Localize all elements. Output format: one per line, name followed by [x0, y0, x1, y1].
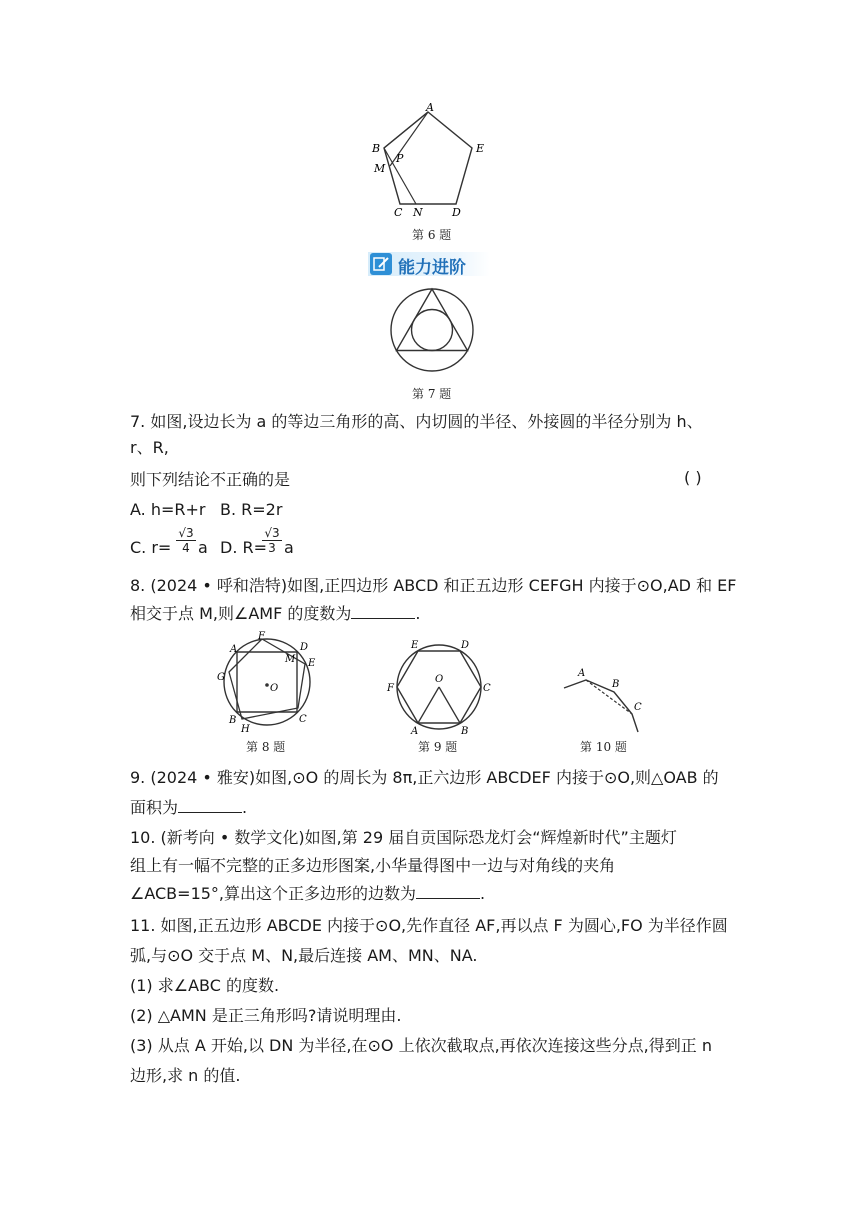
q10-line1: 10. (新考向 • 数学文化)如图,第 29 届自贡国际恐龙灯会“辉煌新时代”主题灯: [130, 828, 677, 847]
q10-answer-blank[interactable]: [416, 882, 480, 899]
svg-text:C: C: [394, 206, 403, 219]
figure-6-pentagon: [360, 98, 500, 223]
fraction-denominator: 3: [268, 541, 276, 555]
svg-text:C: C: [299, 714, 307, 725]
figure-10-polyline: [556, 664, 656, 734]
section-banner: [368, 252, 490, 276]
svg-text:A: A: [230, 644, 238, 655]
svg-text:D: D: [452, 206, 461, 219]
banner-title: 能力进阶: [398, 258, 466, 278]
svg-text:C: C: [483, 683, 491, 694]
svg-text:D: D: [300, 642, 309, 653]
svg-text:B: B: [372, 142, 381, 155]
svg-text:D: D: [461, 640, 470, 651]
q8-line2: [130, 602, 420, 626]
q9-line2-end: .: [242, 798, 248, 817]
figure-7-triangle-circles: [388, 286, 476, 374]
q11-sub3-line2: 边形,求 n 的值.: [130, 1066, 241, 1085]
q7-option-a: A. h=R+r: [130, 500, 206, 519]
q10-line3-text: ∠ACB=15°,算出这个正多边形的边数为: [130, 884, 417, 903]
svg-text:C: C: [634, 702, 642, 713]
q11-sub1: (1) 求∠ABC 的度数.: [130, 976, 280, 995]
svg-text:A: A: [578, 668, 586, 679]
q7-option-b: B. R=2r: [220, 500, 283, 519]
q10-line2: 组上有一幅不完整的正多边形图案,小华量得图中一边与对角线的夹角: [130, 856, 616, 875]
q8-line2-text: 相交于点 M,则∠AMF 的度数为: [130, 604, 352, 623]
fraction-numerator: √3: [262, 526, 282, 541]
q8-answer-blank[interactable]: [351, 602, 415, 619]
q7-option-c-tail: a: [198, 538, 208, 557]
q11-line1: 11. 如图,正五边形 ABCDE 内接于⊙O,先作直径 AF,再以点 F 为圆心,FO 为半径作圆: [130, 916, 728, 935]
q8-line2-end: .: [415, 604, 421, 623]
svg-text:E: E: [476, 142, 485, 155]
q7-option-c: C. r=: [130, 538, 172, 557]
q7-option-d-fraction: [262, 526, 282, 555]
svg-text:G: G: [217, 672, 225, 683]
svg-text:A: A: [411, 726, 419, 737]
figure-8-caption: 第 8 题: [246, 740, 286, 754]
q9-line1: 9. (2024 • 雅安)如图,⊙O 的周长为 8π,正六边形 ABCDEF 内接于⊙O,则△OAB 的: [130, 768, 719, 787]
q7-option-d-tail: a: [284, 538, 294, 557]
pencil-icon: [370, 253, 392, 275]
svg-text:F: F: [387, 683, 394, 694]
svg-text:O: O: [270, 683, 279, 694]
q11-sub3-line1: (3) 从点 A 开始,以 DN 为半径,在⊙O 上依次截取点,再依次连接这些分点,得到正 n: [130, 1036, 712, 1055]
q9-line2: [130, 796, 247, 820]
q10-line3: [130, 882, 485, 906]
figure-6-caption: 第 6 题: [412, 228, 452, 242]
q7-option-d: D. R=: [220, 538, 268, 557]
svg-text:A: A: [426, 101, 434, 114]
q7-answer-paren: ( ): [684, 468, 702, 487]
q9-answer-blank[interactable]: [178, 796, 242, 813]
q7-option-c-fraction: [176, 526, 196, 555]
fraction-denominator: 4: [182, 541, 190, 555]
figure-7-caption: 第 7 题: [412, 387, 452, 401]
q11-sub2: (2) △AMN 是正三角形吗?请说明理由.: [130, 1006, 402, 1025]
figure-10-caption: 第 10 题: [580, 740, 627, 754]
svg-text:M: M: [285, 654, 296, 665]
q11-line2: 弧,与⊙O 交于点 M、N,最后连接 AM、MN、NA.: [130, 946, 478, 965]
svg-text:B: B: [461, 726, 469, 737]
figure-9-caption: 第 9 题: [418, 740, 458, 754]
svg-text:N: N: [413, 206, 423, 219]
q8-line1: 8. (2024 • 呼和浩特)如图,正四边形 ABCD 和正五边形 CEFGH 内接于⊙O,AD 和 EF: [130, 576, 737, 595]
q7-line1: 7. 如图,设边长为 a 的等边三角形的高、内切圆的半径、外接圆的半径分别为 h、: [130, 412, 703, 431]
svg-text:P: P: [396, 152, 404, 165]
svg-text:F: F: [258, 631, 265, 642]
svg-text:E: E: [411, 640, 419, 651]
q10-line3-end: .: [480, 884, 486, 903]
q7-line3: 则下列结论不正确的是: [130, 470, 291, 489]
q9-line2-text: 面积为: [130, 798, 179, 817]
figure-8-square-pentagon: [212, 630, 322, 735]
q7-line2: r、R,: [130, 438, 169, 457]
fraction-numerator: √3: [176, 526, 196, 541]
figure-9-hexagon: [384, 634, 494, 739]
svg-text:B: B: [612, 679, 620, 690]
svg-text:O: O: [435, 674, 444, 685]
svg-text:B: B: [229, 715, 237, 726]
svg-text:H: H: [241, 724, 250, 735]
svg-text:M: M: [374, 162, 386, 175]
svg-text:E: E: [308, 658, 316, 669]
